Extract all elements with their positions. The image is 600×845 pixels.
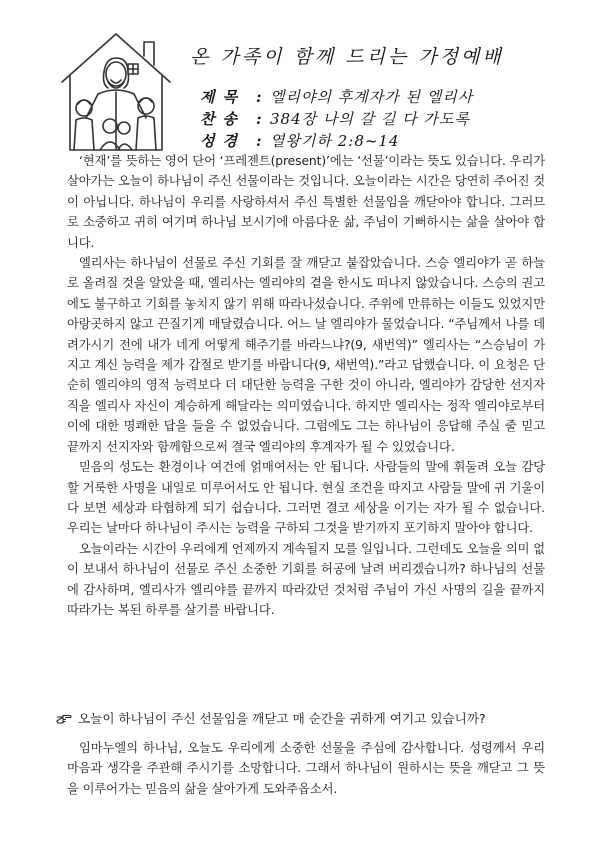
worship-info xyxy=(200,86,473,152)
question-text: 오늘이 하나님이 주신 선물임을 깨닫고 매 순간을 귀하게 여기고 있습니까? xyxy=(78,711,486,726)
meta-label-scripture: 성경 xyxy=(200,132,245,150)
body-paragraph: ‘현재’를 뜻하는 영어 단어 ‘프레젠트(present)’에는 ‘선물’이라는 뜻도 있습니다. 우리가 살아가는 오늘이 하나님이 주신 선물이라는 것입니다. 오늘이라는 시간은 당연히 주어진 것이 아닙니다. 하나님이 우리를 사랑하셔서 주신 특별한 선물임을 깨닫아야 합니다. 그러므로 소중하고 귀히 여기며 하나님 보시기에 아름다운 삶, 주님이 기뻐하시는 삶을 살아야 합니다. xyxy=(67,154,545,250)
meta-label-hymn: 찬송 xyxy=(200,110,245,128)
body-paragraph: 오늘이라는 시간이 우리에게 언제까지 계속될지 모를 일입니다. 그런데도 오늘을 의미 없이 보내서 하나님이 선물로 주신 소중한 기회를 허공에 날려 버리겠습니까? 하나님의 선물에 감사하며, 엘리사가 엘리야를 끝까지 따라갔던 것처럼 주님이 가신 사명의 길을 끝까지 따라가는 복된 하루를 살기를 바랍니다. xyxy=(67,541,545,617)
scripture-value: 열왕기하 2:8~14 xyxy=(270,132,400,150)
meta-separator: : xyxy=(256,110,263,128)
closing-prayer xyxy=(67,738,545,799)
prayer-text: 임마누엘의 하나님, 오늘도 우리에게 소중한 선물을 주심에 감사합니다. 성령께서 우리 마음과 생각을 주관해 주시기를 소망합니다. 그래서 하나님이 원하시는 뜻을 깨닫고 그 뜻을 이루어가는 믿음의 삶을 살아가게 도와주옵소서. xyxy=(67,741,545,796)
family-worship-house-icon xyxy=(54,22,178,158)
meta-row-hymn xyxy=(200,108,473,130)
pointing-hand-icon xyxy=(56,713,72,725)
devotional-body xyxy=(67,151,545,620)
meta-label-title: 제목 xyxy=(200,88,245,106)
body-paragraph: 믿음의 성도는 환경이나 여건에 얽매여서는 안 됩니다. 사람들의 말에 휘둘려 오늘 감당할 거룩한 사명을 내일로 미루어서도 안 됩니다. 현실 조건을 따지고 사람들 말에 귀 기울이다 보면 세상과 타협하게 되기 쉽습니다. 그러면 결코 세상을 이기는 자가 될 수 없습니다. 우리는 날마다 하나님이 주시는 능력을 구하되 그것을 받기까지 포기하지 말아야 합니다. xyxy=(67,460,545,536)
meta-row-title xyxy=(200,86,473,108)
meta-separator: : xyxy=(256,88,263,106)
hymn-value: 384장 나의 갈 길 다 가도록 xyxy=(270,110,470,128)
body-paragraph: 엘리사는 하나님이 선물로 주신 기회를 잘 깨닫고 붙잡았습니다. 스승 엘리야가 곧 하늘로 올려질 것을 알았을 때, 엘리사는 엘리야의 곁을 한시도 떠나지 않았습니다. 스승의 권고에도 불구하고 기회를 놓치지 않기 위해 따라나섰습니다. 주위에 만류하는 이들도 있었지만 아랑곳하지 않고 끈질기게 매달렸습니다. 어느 날 엘리야가 물었습니다. “주님께서 나를 데려가시기 전에 내가 네게 어떻게 해주기를 바라느냐?(9, 새번역)” 엘리사는 “스승님이 가지고 계신 능력을 제가 갑절로 받기를 바랍니다(9, 새번역).”라고 답했습니다. 이 요청은 단순히 엘리야의 영적 능력보다 더 대단한 능력을 구한 것이 아니라, 엘리야가 감당한 선지자직을 엘리사 자신이 계승하게 해달라는 의미였습니다. 하지만 엘리사는 정작 엘리야로부터 이에 대한 명쾌한 답을 들을 수 없었습니다. 그럼에도 그는 하나님이 응답해 주실 줄 믿고 끝까지 선지자와 함께함으로써 결국 엘리야의 후계자가 될 수 있었습니다. xyxy=(67,256,545,454)
sermon-title: 엘리야의 후계자가 된 엘리사 xyxy=(270,88,474,106)
meta-separator: : xyxy=(256,132,263,150)
reflection-question xyxy=(56,709,556,729)
page-title: 온 가족이 함께 드리는 가정예배 xyxy=(190,46,504,68)
meta-row-scripture xyxy=(200,130,473,152)
